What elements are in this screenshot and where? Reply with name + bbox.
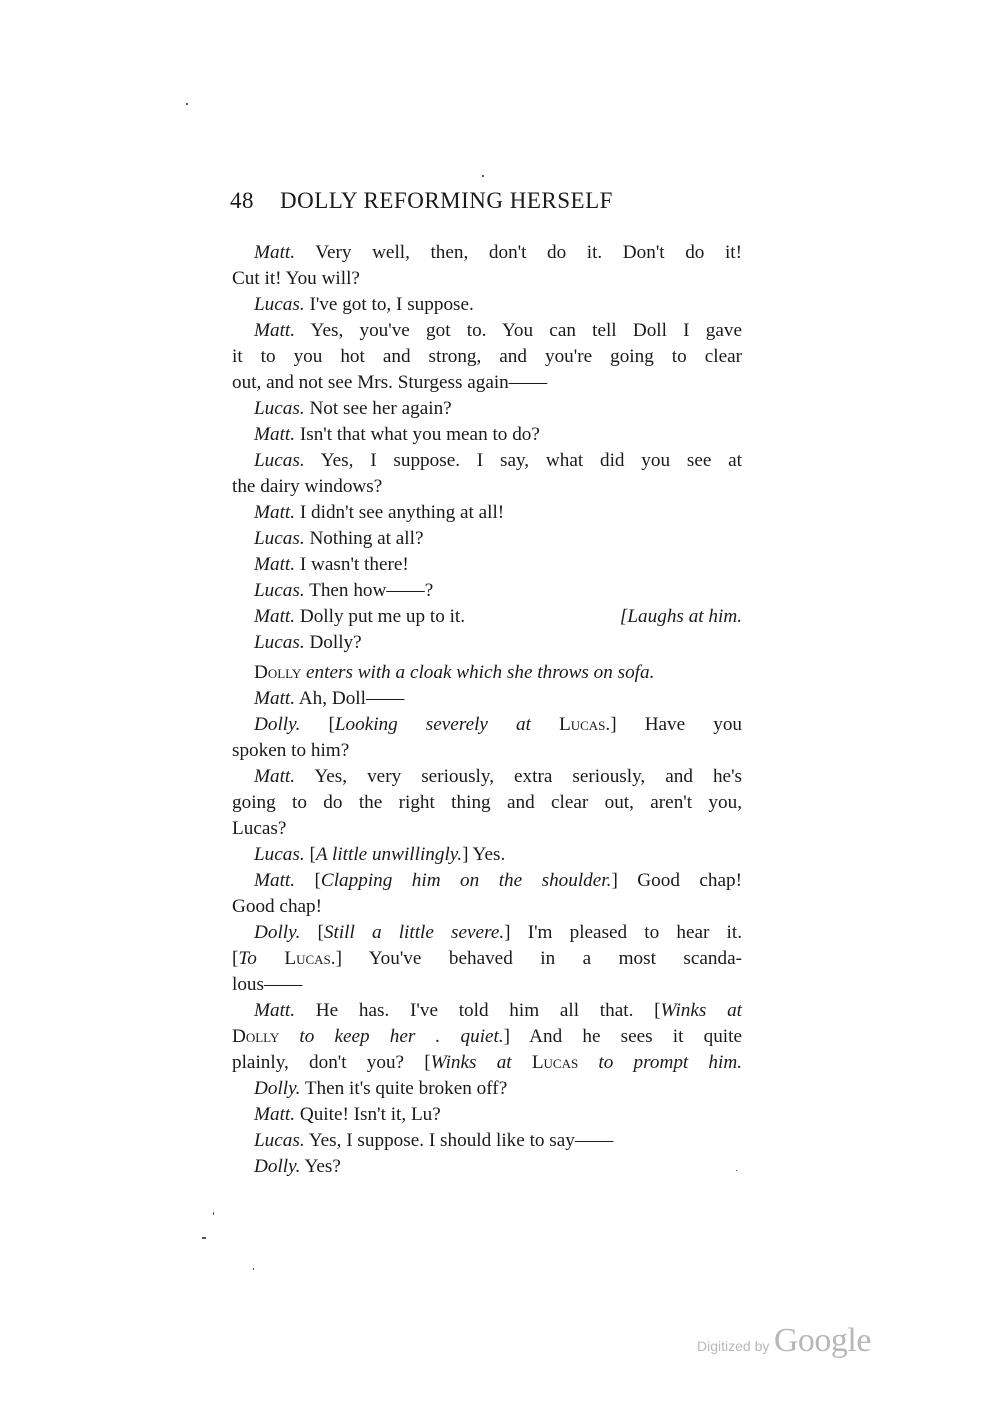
dialogue-text: Lucas? <box>232 818 287 839</box>
stage-direction: to prompt him. <box>598 1052 743 1073</box>
dialogue-text: Isn't that what you mean to do? <box>299 424 540 445</box>
text-line <box>232 240 742 266</box>
dialogue-text: Good chap! <box>232 896 323 917</box>
scan-speck <box>202 1237 206 1239</box>
text-line <box>232 1102 742 1128</box>
watermark-prefix: Digitized by <box>697 1338 770 1354</box>
text-line <box>232 868 742 894</box>
bracket: [ <box>317 922 324 943</box>
dialogue-text: it to you hot and strong, and you're going to clear <box>232 346 742 367</box>
character-name: Dolly <box>254 662 302 683</box>
speaker-name: Lucas. <box>254 528 305 549</box>
speaker-name: Lucas. <box>254 450 305 471</box>
dialogue-text: I've got to, I suppose. <box>309 294 474 315</box>
speaker-name: Matt. <box>254 766 296 787</box>
text-line <box>232 422 742 448</box>
speaker-name: Lucas. <box>254 580 305 601</box>
stage-direction: [Laughs at him. <box>619 606 742 627</box>
bracket: ] <box>503 1026 511 1047</box>
text-line <box>232 396 742 422</box>
speaker-name: Dolly. <box>254 922 301 943</box>
dialogue-text: spoken to him? <box>232 740 350 761</box>
dialogue-text: Not see her again? <box>309 398 452 419</box>
speaker-name: Matt. <box>254 1000 296 1021</box>
text-line <box>232 998 742 1024</box>
dialogue-text: the dairy windows? <box>232 476 383 497</box>
speaker-name: Matt. <box>254 606 296 627</box>
text-line <box>232 946 742 972</box>
text-line <box>232 292 742 318</box>
text-line <box>232 686 742 712</box>
dialogue-text: Yes, I suppose. I say, what did you see at <box>320 450 742 471</box>
bracket: .] <box>330 948 342 969</box>
bracket: ] <box>504 922 511 943</box>
dialogue-text: I'm pleased to hear it. <box>527 922 742 943</box>
dialogue-text: You've behaved in a most scanda- <box>368 948 742 969</box>
running-title: DOLLY REFORMING HERSELF <box>280 188 613 213</box>
dialogue-text: Dolly? <box>309 632 362 653</box>
text-line <box>232 790 742 816</box>
page-number: 48 <box>230 188 254 213</box>
text-line <box>232 842 742 868</box>
text-line <box>232 344 742 370</box>
dialogue-text: I wasn't there! <box>299 554 409 575</box>
bracket: [ <box>309 844 316 865</box>
text-line <box>232 526 742 552</box>
text-line <box>232 712 742 738</box>
dialogue-text: I didn't see anything at all! <box>299 502 505 523</box>
stage-direction: Clapping him on the shoulder. <box>320 870 612 891</box>
bracket: [ <box>424 1052 431 1073</box>
speaker-name: Matt. <box>254 424 296 445</box>
dialogue-text: out, and not see Mrs. Sturgess again—— <box>232 372 548 393</box>
speaker-name: Matt. <box>254 870 296 891</box>
speaker-name: Matt. <box>254 502 296 523</box>
character-name: Lucas <box>559 714 606 735</box>
text-line <box>232 660 742 686</box>
text-line <box>232 552 742 578</box>
speaker-name: Dolly. <box>254 1078 301 1099</box>
stage-direction: Still a little severe. <box>323 922 505 943</box>
dialogue-text: Yes, I suppose. I should like to say—— <box>308 1130 614 1151</box>
speaker-name: Matt. <box>254 242 296 263</box>
text-line <box>232 318 742 344</box>
text-line <box>232 894 742 920</box>
bracket: .] <box>605 714 617 735</box>
dialogue-text: Have you <box>644 714 743 735</box>
text-line <box>232 266 742 292</box>
speaker-name: Lucas. <box>254 1130 305 1151</box>
bracket: ] <box>611 870 618 891</box>
speaker-name: Lucas. <box>254 844 305 865</box>
stage-direction: Winks at <box>660 1000 743 1021</box>
dialogue-text: Cut it! You will? <box>232 268 360 289</box>
bracket: [ <box>328 714 335 735</box>
dialogue-text: Then how——? <box>309 580 434 601</box>
character-name: Lucas <box>284 948 331 969</box>
text-line <box>232 972 742 998</box>
dialogue-text: Very well, then, don't do it. Don't do it! <box>315 242 743 263</box>
scan-speck <box>186 103 188 105</box>
scan-speck <box>253 1268 254 1270</box>
text-line <box>232 474 742 500</box>
dialogue-text: Then it's quite broken off? <box>304 1078 508 1099</box>
text-line <box>232 764 742 790</box>
stage-direction: Winks at <box>430 1052 512 1073</box>
text-line <box>232 604 742 630</box>
text-line <box>232 448 742 474</box>
stage-direction: to keep her . quiet. <box>299 1026 504 1047</box>
dialogue-text: Yes, you've got to. You can tell Doll I gave <box>310 320 742 341</box>
speaker-name: Lucas. <box>254 398 305 419</box>
text-line <box>232 1076 742 1102</box>
stage-direction: To <box>238 948 257 969</box>
scan-speck <box>482 175 484 177</box>
google-logo: Google <box>773 1322 871 1359</box>
speaker-name: Matt. <box>254 320 296 341</box>
speaker-name: Dolly. <box>254 1156 301 1177</box>
bracket: [ <box>314 870 321 891</box>
dialogue-text: Yes. <box>472 844 506 865</box>
text-line <box>232 920 742 946</box>
scan-speck <box>736 1170 737 1171</box>
dialogue-text: Dolly put me up to it. <box>299 606 466 627</box>
dialogue-text: Nothing at all? <box>309 528 424 549</box>
scan-speck <box>213 1212 214 1215</box>
dialogue-text: going to do the right thing and clear out, aren't you, <box>232 792 742 813</box>
stage-direction: Looking severely at <box>334 714 531 735</box>
speaker-name: Dolly. <box>254 714 301 735</box>
stage-direction: enters with a cloak which she throws on sofa. <box>306 662 655 683</box>
stage-direction: A little unwillingly. <box>315 844 463 865</box>
text-line <box>232 500 742 526</box>
character-name: Dolly <box>232 1026 280 1047</box>
bracket: [ <box>654 1000 661 1021</box>
speaker-name: Matt. <box>254 1104 296 1125</box>
running-header <box>230 188 750 214</box>
dialogue-text: lous—— <box>232 974 303 995</box>
dialogue-text: And he sees it quite <box>529 1026 742 1047</box>
text-line <box>232 578 742 604</box>
digitized-watermark <box>697 1322 871 1360</box>
text-line <box>232 1050 742 1076</box>
dialogue-text: plainly, don't you? <box>232 1052 405 1073</box>
bracket: ] <box>462 844 469 865</box>
text-line <box>232 1024 742 1050</box>
character-name: Lucas <box>531 1052 579 1073</box>
bracket: [ <box>232 948 239 969</box>
play-text <box>232 240 742 1180</box>
dialogue-text: He has. I've told him all that. <box>315 1000 634 1021</box>
text-line <box>232 816 742 842</box>
dialogue-text: Ah, Doll—— <box>298 688 405 709</box>
speaker-name: Lucas. <box>254 632 305 653</box>
speaker-name: Matt. <box>254 688 296 709</box>
text-line <box>232 1128 742 1154</box>
text-line <box>232 1154 742 1180</box>
speaker-name: Matt. <box>254 554 296 575</box>
dialogue-text: Good chap! <box>637 870 743 891</box>
dialogue-text: Quite! Isn't it, Lu? <box>299 1104 441 1125</box>
text-line <box>232 370 742 396</box>
dialogue-text: Yes? <box>304 1156 341 1177</box>
speaker-name: Lucas. <box>254 294 305 315</box>
dialogue-text: Yes, very seriously, extra seriously, and he's <box>314 766 742 787</box>
text-line <box>232 738 742 764</box>
text-line <box>232 630 742 656</box>
